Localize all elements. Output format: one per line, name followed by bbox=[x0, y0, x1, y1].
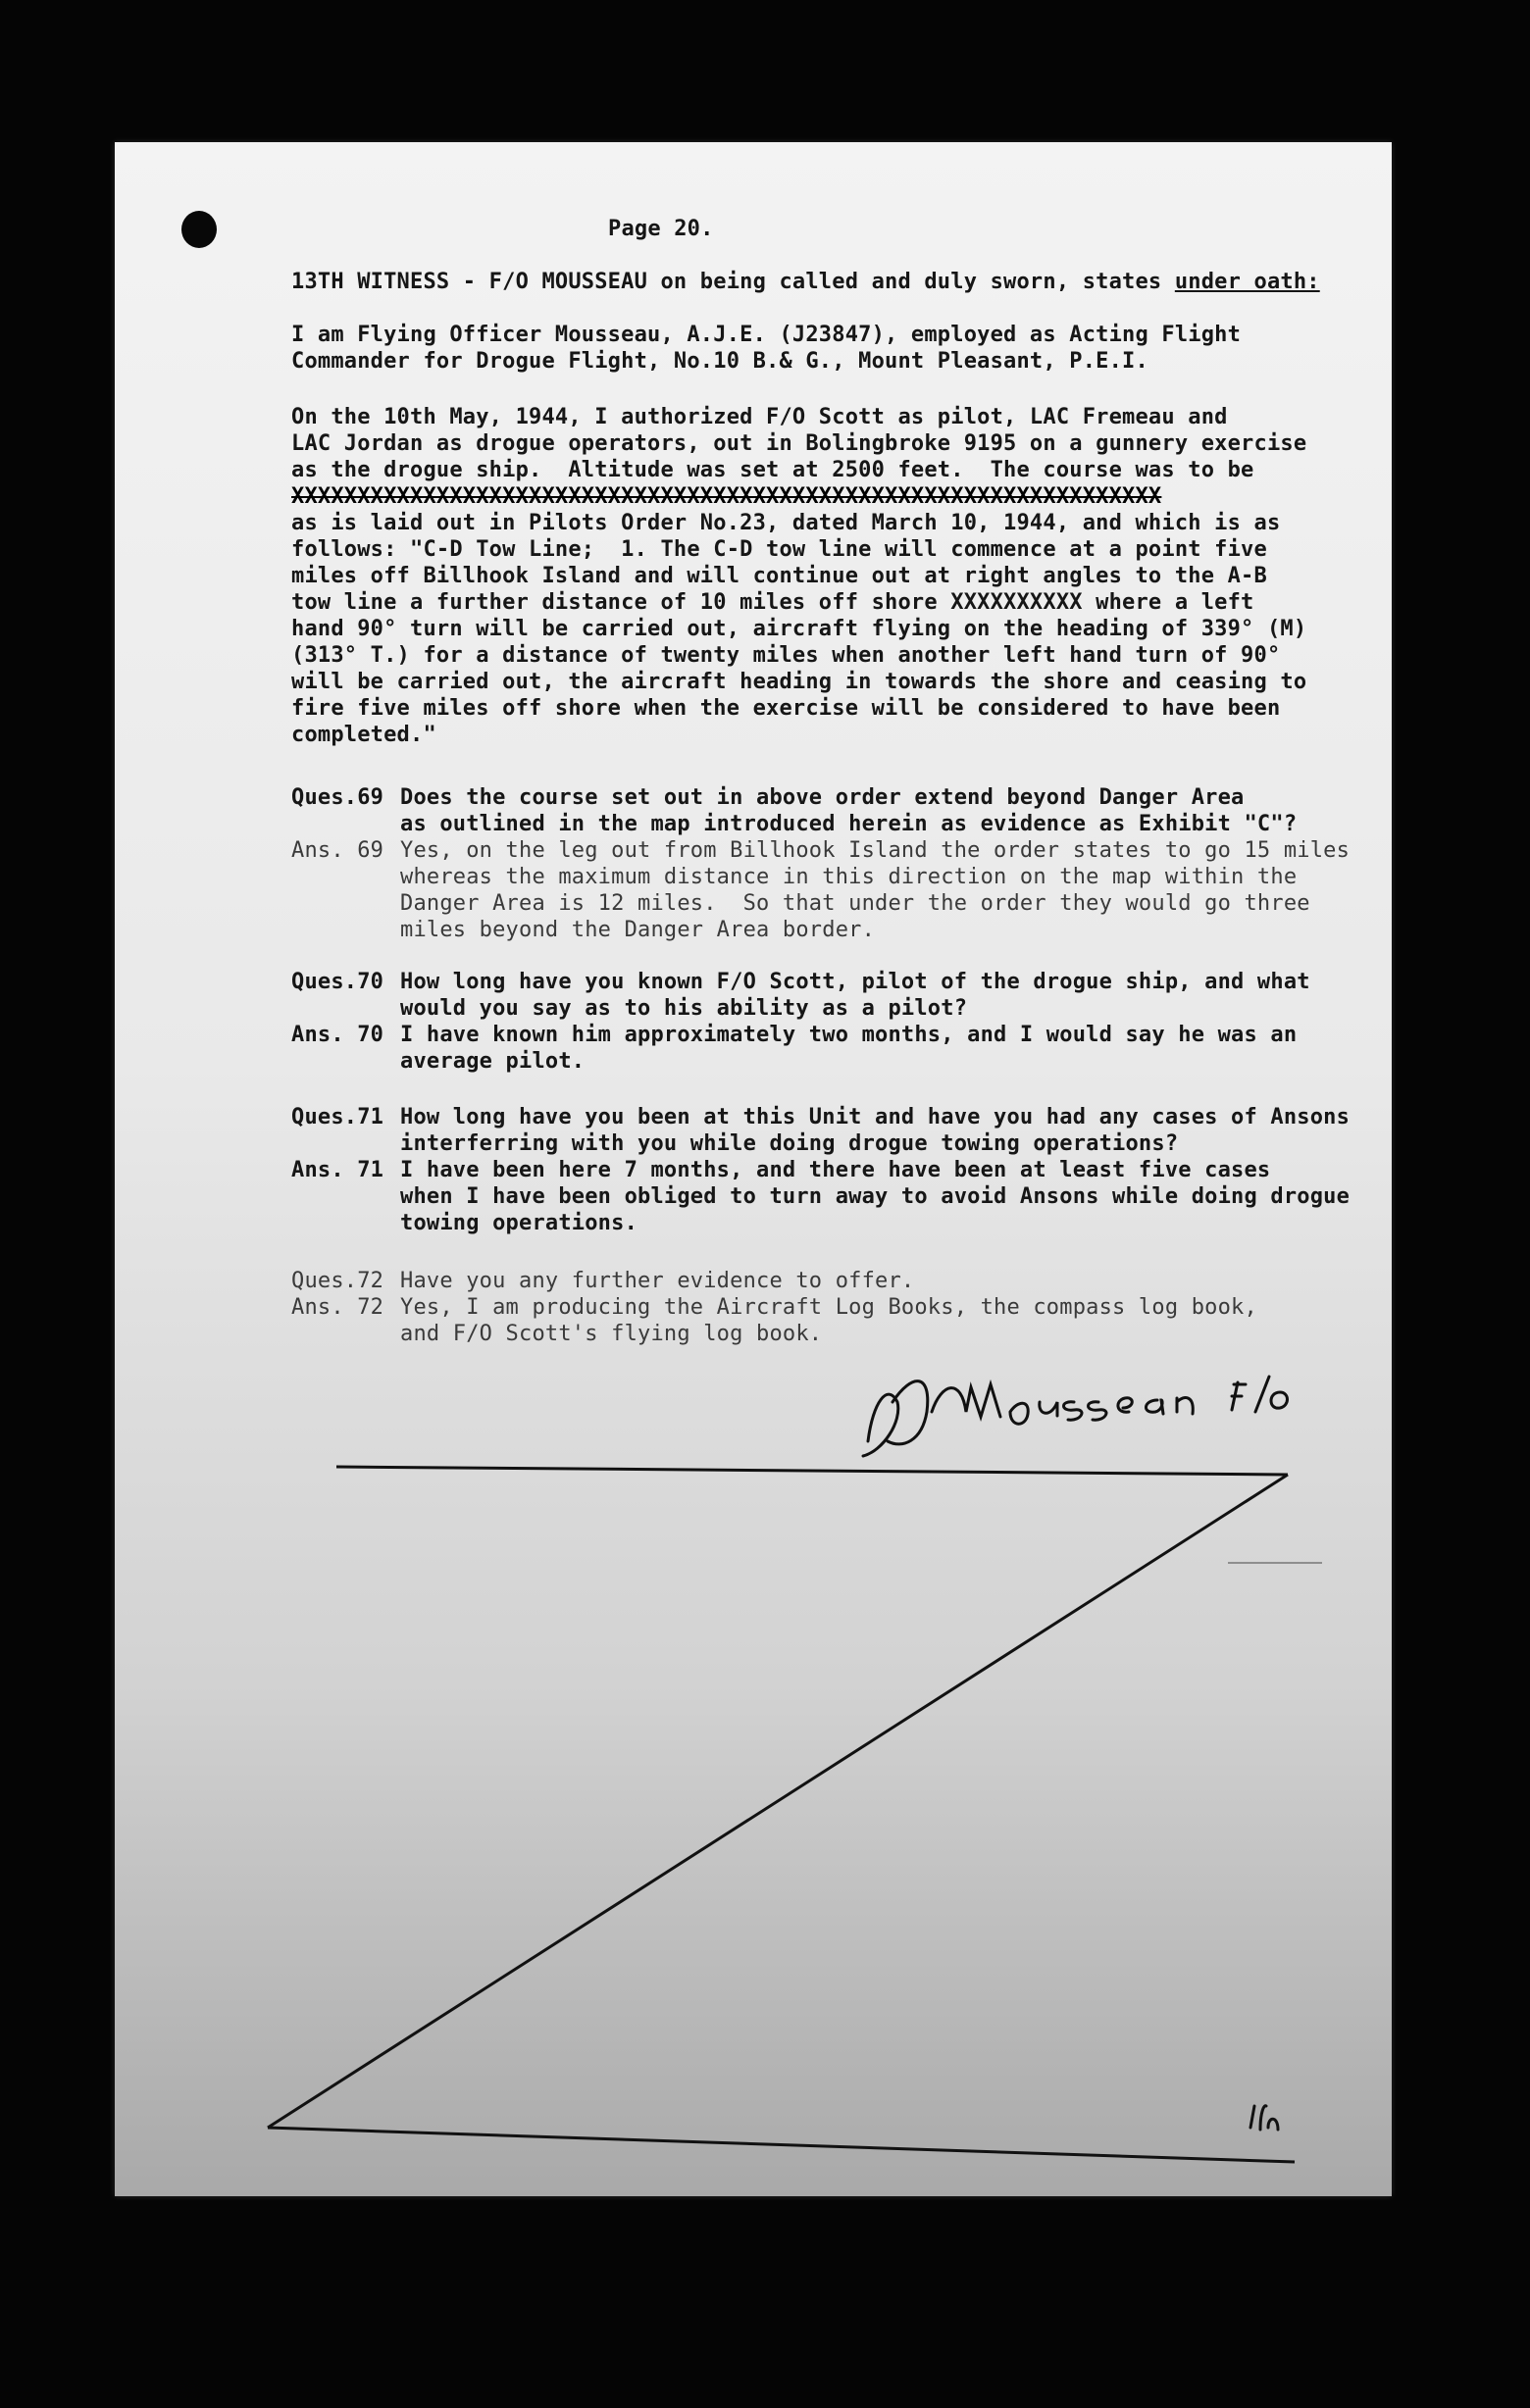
question-text-line: would you say as to his ability as a pilot? bbox=[400, 996, 968, 1021]
main-paragraph-line: follows: "C-D Tow Line; 1. The C-D tow line will commence at a point five bbox=[291, 537, 1267, 562]
intro-line: I am Flying Officer Mousseau, A.J.E. (J23847), employed as Acting Flight bbox=[291, 323, 1242, 347]
main-paragraph-line: as the drogue ship. Altitude was set at 2500 feet. The course was to be bbox=[291, 458, 1254, 482]
answer-text-line: Yes, on the leg out from Billhook Island the order states to go 15 miles bbox=[400, 838, 1351, 863]
struck-out-line: XXXXXXXXXXXXXXXXXXXXXXXXXXXXXXXXXXXXXXXXXXXXXXXXXXXXXXXXXXXXXXXXXX bbox=[291, 484, 1162, 509]
z-bottom-line bbox=[268, 2128, 1295, 2162]
z-diagonal-line bbox=[268, 1475, 1288, 2128]
question-text-line: Have you any further evidence to offer. bbox=[400, 1269, 915, 1293]
intro-line: Commander for Drogue Flight, No.10 B.& G., Mount Pleasant, P.E.I. bbox=[291, 349, 1148, 374]
question-label: Ques.70 bbox=[291, 970, 384, 994]
answer-text-line: when I have been obliged to turn away to avoid Ansons while doing drogue bbox=[400, 1184, 1351, 1209]
question-text-line: Does the course set out in above order extend beyond Danger Area bbox=[400, 785, 1245, 810]
main-paragraph-line: fire five miles off shore when the exercise will be considered to have been bbox=[291, 696, 1281, 721]
witness-intro-text: 13TH WITNESS - F/O MOUSSEAU on being called and duly sworn, states bbox=[291, 270, 1175, 294]
main-paragraph-line: as is laid out in Pilots Order No.23, dated March 10, 1944, and which is as bbox=[291, 511, 1281, 535]
main-paragraph-line: LAC Jordan as drogue operators, out in Bolingbroke 9195 on a gunnery exercise bbox=[291, 431, 1307, 456]
answer-text-line: I have known him approximately two months, and I would say he was an bbox=[400, 1023, 1298, 1047]
question-text-line: as outlined in the map introduced herein as evidence as Exhibit "C"? bbox=[400, 812, 1298, 836]
page-number: Page 20. bbox=[608, 217, 714, 241]
answer-text-line: towing operations. bbox=[400, 1211, 638, 1235]
question-text-line: How long have you known F/O Scott, pilot of the drogue ship, and what bbox=[400, 970, 1310, 994]
answer-text-line: whereas the maximum distance in this direction on the map within the bbox=[400, 865, 1298, 889]
answer-label: Ans. 71 bbox=[291, 1158, 384, 1182]
answer-label: Ans. 70 bbox=[291, 1023, 384, 1047]
answer-text-line: miles beyond the Danger Area border. bbox=[400, 918, 876, 942]
main-paragraph-line: (313° T.) for a distance of twenty miles when another left hand turn of 90° bbox=[291, 643, 1281, 668]
answer-label: Ans. 72 bbox=[291, 1295, 384, 1320]
signature-mark bbox=[863, 1377, 1288, 2130]
main-paragraph-line: completed." bbox=[291, 723, 436, 747]
main-paragraph-line: hand 90° turn will be carried out, aircraft flying on the heading of 339° (M) bbox=[291, 617, 1307, 641]
z-top-line bbox=[336, 1467, 1288, 1475]
main-paragraph-line: tow line a further distance of 10 miles off shore XXXXXXXXXX where a left bbox=[291, 590, 1254, 615]
answer-text-line: and F/O Scott's flying log book. bbox=[400, 1322, 823, 1346]
question-label: Ques.71 bbox=[291, 1105, 384, 1129]
answer-text-line: Yes, I am producing the Aircraft Log Books, the compass log book, bbox=[400, 1295, 1257, 1320]
question-text-line: How long have you been at this Unit and have you had any cases of Ansons bbox=[400, 1105, 1351, 1129]
answer-text-line: Danger Area is 12 miles. So that under the order they would go three bbox=[400, 891, 1310, 916]
answer-text-line: I have been here 7 months, and there have been at least five cases bbox=[400, 1158, 1271, 1182]
under-oath-text: under oath: bbox=[1174, 270, 1320, 294]
question-text-line: interferring with you while doing drogue towing operations? bbox=[400, 1131, 1179, 1156]
main-paragraph-line: On the 10th May, 1944, I authorized F/O Scott as pilot, LAC Fremeau and bbox=[291, 405, 1228, 429]
main-paragraph-line: will be carried out, the aircraft heading in towards the shore and ceasing to bbox=[291, 670, 1307, 694]
answer-text-line: average pilot. bbox=[400, 1049, 586, 1074]
main-paragraph-line: miles off Billhook Island and will continue out at right angles to the A-B bbox=[291, 564, 1267, 588]
question-label: Ques.72 bbox=[291, 1269, 384, 1293]
question-label: Ques.69 bbox=[291, 785, 384, 810]
answer-label: Ans. 69 bbox=[291, 838, 384, 863]
